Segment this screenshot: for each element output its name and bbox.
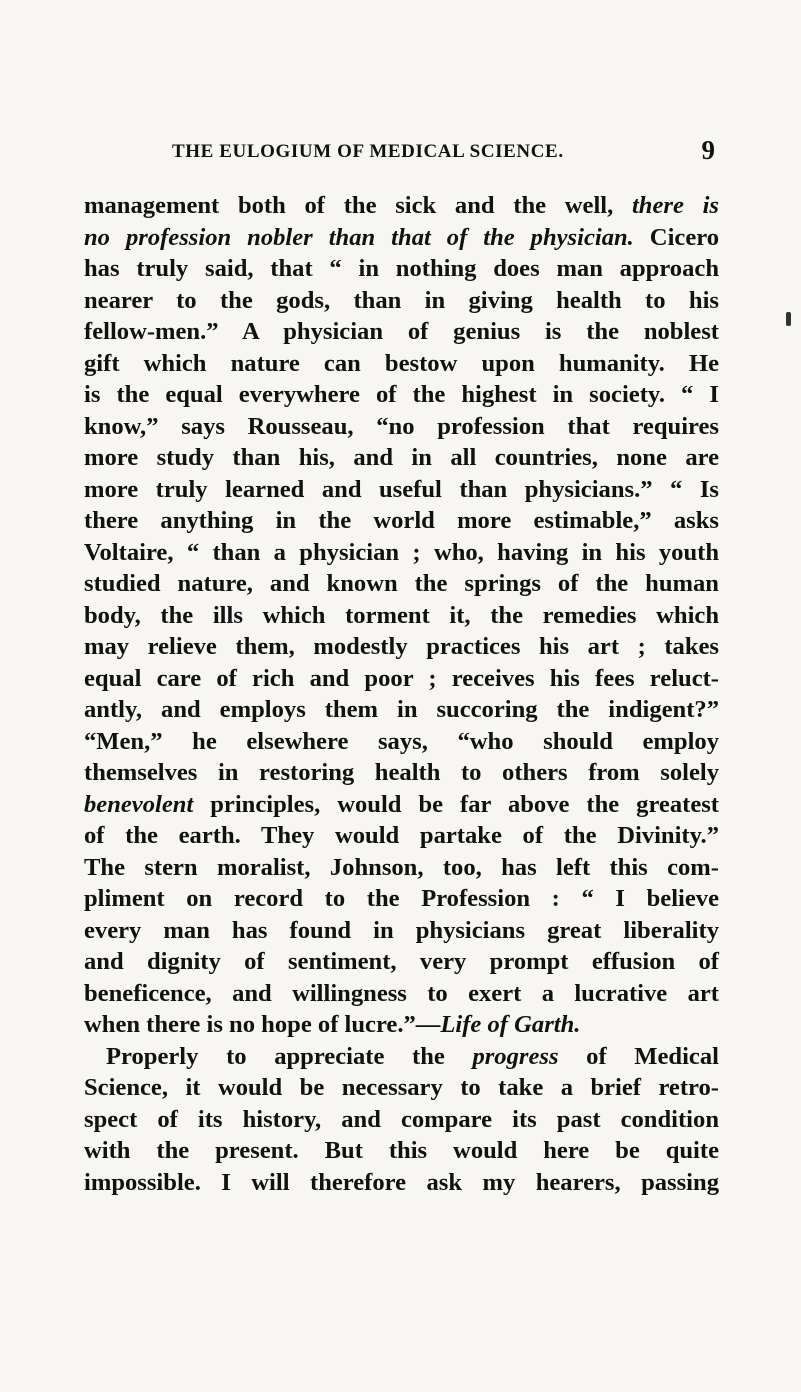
text-line <box>84 379 719 411</box>
text-segment: every man has found in physicians great liberality <box>84 916 719 944</box>
text-segment: there anything in the world more estimable,” asks <box>84 507 719 534</box>
text-line <box>84 537 719 569</box>
text-segment: more truly learned and useful than physicians.” “ Is <box>84 475 719 503</box>
text-segment: fellow-men.” A physician of genius is the noblest <box>84 318 719 345</box>
text-segment: more study than his, and in all countries, none are <box>84 444 719 471</box>
text-line <box>84 852 719 884</box>
text-line <box>84 442 719 474</box>
text-line <box>84 757 719 789</box>
text-segment: Properly to appreciate the <box>106 1042 473 1070</box>
text-segment: pliment on record to the Profession : “ I believe <box>84 885 719 912</box>
text-segment: and dignity of sentiment, very prompt effusion of <box>84 948 719 975</box>
text-line <box>84 883 719 915</box>
text-line <box>84 190 719 222</box>
text-segment: studied nature, and known the springs of the human <box>84 570 719 597</box>
text-line <box>84 1009 719 1041</box>
margin-mark <box>786 312 791 326</box>
text-segment: beneficence, and willingness to exert a lucrative art <box>84 979 719 1007</box>
text-segment: Science, it would be necessary to take a brief retro- <box>84 1074 719 1101</box>
text-segment: know,” says Rousseau, “no profession that requires <box>84 412 719 440</box>
text-line <box>84 411 719 443</box>
text-line <box>84 820 719 852</box>
text-segment: The stern moralist, Johnson, too, has left this com- <box>84 853 719 881</box>
italic-text: no profession nobler than that of the physician. <box>84 223 634 251</box>
text-line <box>84 978 719 1010</box>
text-line <box>84 663 719 695</box>
text-line <box>84 600 719 632</box>
text-segment: has truly said, that “ in nothing does man approach <box>84 255 719 282</box>
running-head: THE EULOGIUM OF MEDICAL SCIENCE. <box>172 141 564 162</box>
text-line <box>84 222 719 254</box>
text-line <box>84 1104 719 1136</box>
text-segment: Cicero <box>633 223 719 251</box>
text-line <box>84 285 719 317</box>
text-segment: gift which nature can bestow upon humanity. He <box>84 349 719 377</box>
text-segment: body, the ills which torment it, the remedies which <box>84 601 719 629</box>
text-line <box>84 505 719 537</box>
text-line <box>84 631 719 663</box>
body-text <box>84 190 719 1198</box>
text-line <box>84 348 719 380</box>
text-segment: spect of its history, and compare its past condition <box>84 1105 719 1133</box>
text-segment: antly, and employs them in succoring the indigent?” <box>84 696 719 723</box>
text-line <box>84 789 719 821</box>
text-segment: of Medical <box>558 1042 719 1070</box>
text-segment: Voltaire, “ than a physician ; who, having in his youth <box>84 538 719 566</box>
text-line <box>84 316 719 348</box>
text-line <box>84 946 719 978</box>
text-segment: with the present. But this would here be quite <box>84 1137 719 1164</box>
text-line <box>84 253 719 285</box>
text-segment: principles, would be far above the greatest <box>193 790 719 818</box>
italic-text: there is <box>631 192 719 219</box>
text-line <box>84 1072 719 1104</box>
text-segment: themselves in restoring health to others from solely <box>84 759 719 786</box>
text-segment: impossible. I will therefore ask my hearers, passing <box>84 1168 719 1196</box>
text-segment: may relieve them, modestly practices his art ; takes <box>84 633 719 660</box>
text-segment: equal care of rich and poor ; receives his fees reluct- <box>84 664 719 692</box>
text-line <box>84 915 719 947</box>
italic-text: progress <box>472 1042 559 1070</box>
text-line <box>84 1135 719 1167</box>
text-line <box>84 1167 719 1199</box>
text-line <box>84 694 719 726</box>
text-line <box>84 726 719 758</box>
italic-text: Life of Garth. <box>440 1011 581 1038</box>
text-line <box>84 474 719 506</box>
text-segment: “Men,” he elsewhere says, “who should employ <box>84 727 719 755</box>
text-segment: nearer to the gods, than in giving health to his <box>84 286 719 314</box>
italic-text: benevolent <box>84 790 194 818</box>
text-segment: is the equal everywhere of the highest in society. “ I <box>84 381 719 408</box>
text-line <box>84 568 719 600</box>
text-line <box>84 1041 719 1073</box>
page-number: 9 <box>701 135 715 165</box>
text-segment: when there is no hope of lucre.”— <box>84 1011 441 1038</box>
text-segment: of the earth. They would partake of the Divinity.” <box>84 822 719 849</box>
text-segment: management both of the sick and the well, <box>84 192 632 219</box>
